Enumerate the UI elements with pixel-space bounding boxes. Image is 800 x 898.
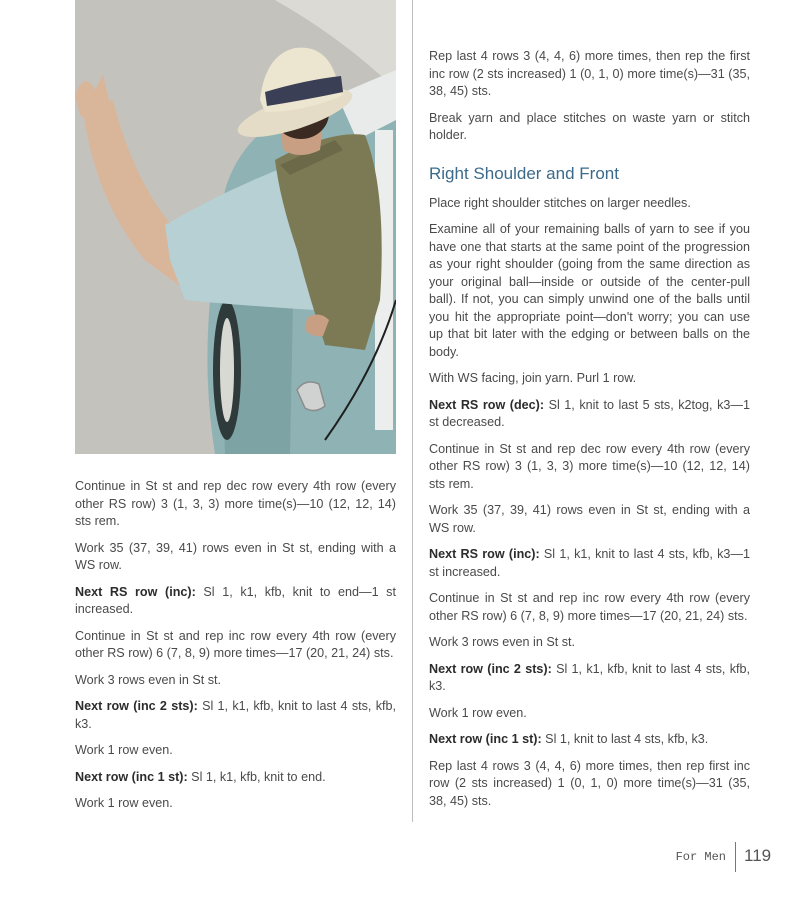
paragraph: Rep last 4 rows 3 (4, 4, 6) more times, then rep first inc row (2 sts increased) 1 (0, 1, 0) more time(s)—31 (35, 38, 45) sts.: [429, 758, 750, 808]
paragraph: Place right shoulder stitches on larger needles.: [429, 195, 691, 210]
paragraph: Next row (inc 1 st): Sl 1, k1, kfb, knit to end.: [75, 769, 326, 784]
right-column: [429, 48, 750, 819]
instruction-lead: Next row (inc 2 sts):: [75, 699, 198, 713]
paragraph: Work 35 (37, 39, 41) rows even in St st, ending with a WS row.: [75, 540, 396, 572]
paragraph: Work 1 row even.: [75, 796, 173, 810]
instruction-lead: Next RS row (inc):: [75, 584, 196, 599]
paragraph: Work 35 (37, 39, 41) rows even in St st, ending with a WS row.: [429, 503, 750, 535]
page-number: 119: [744, 846, 772, 865]
column-divider: [412, 0, 413, 822]
paragraph: Continue in St st and rep inc row every 4th row (every other RS row) 6 (7, 8, 9) more times—17 (20, 21, 24) sts.: [75, 628, 396, 660]
paragraph: Work 3 rows even in St st.: [75, 672, 222, 687]
instruction-lead: Next row (inc 1 st):: [75, 769, 188, 784]
paragraph: Continue in St st and rep dec row every 4th row (every other RS row) 3 (1, 3, 3) more time(s)—10 (12, 12, 14) sts rem.: [75, 479, 396, 528]
paragraph: Work 1 row even.: [75, 743, 173, 757]
footer-divider: [735, 842, 736, 872]
paragraph: Work 1 row even.: [429, 705, 527, 720]
paragraph: Next row (inc 2 sts): Sl 1, k1, kfb, knit to last 4 sts, kfb, k3.: [75, 699, 396, 731]
paragraph: Continue in St st and rep inc row every 4th row (every other RS row) 6 (7, 8, 9) more times—17 (20, 21, 24) sts.: [429, 591, 750, 623]
paragraph: Examine all of your remaining balls of yarn to see if you have one that starts at the same point of the progression as your right shoulder (going from the same direction as your original ball—inside or outside of the center-pull ball). If not, you can simply unwind one of the balls until you hit the appropriate point—don't worry; you can use up that bit later with the edging or between balls on the body.: [429, 222, 750, 359]
paragraph: Break yarn and place stitches on waste yarn or stitch holder.: [429, 110, 750, 142]
instruction-lead: Next row (inc 2 sts):: [429, 661, 552, 676]
instruction-lead: Next RS row (dec):: [429, 397, 545, 412]
left-column: [75, 478, 396, 822]
paragraph: Next RS row (dec): Sl 1, knit to last 5 sts, k2tog, k3—1 st decreased.: [429, 397, 750, 429]
paragraph: Work 3 rows even in St st.: [429, 635, 576, 649]
paragraph: Continue in St st and rep dec row every 4th row (every other RS row) 3 (1, 3, 3) more time(s)—10 (12, 12, 14) sts rem.: [429, 441, 750, 491]
section-heading: Right Shoulder and Front: [429, 163, 619, 183]
paragraph: Rep last 4 rows 3 (4, 4, 6) more times, then rep the first inc row (2 sts increased) 1 (0, 1, 0) more time(s)—31 (35, 38, 45) sts.: [429, 49, 750, 98]
paragraph: Next row (inc 1 st): Sl 1, knit to last 4 sts, kfb, k3.: [429, 732, 709, 746]
paragraph: Next RS row (inc): Sl 1, k1, kfb, knit to end—1 st increased.: [75, 584, 396, 616]
photo-man-waving-from-car: [75, 0, 396, 454]
paragraph: Next RS row (inc): Sl 1, k1, knit to last 4 sts, kfb, k3—1 st increased.: [429, 547, 750, 579]
instruction-lead: Next row (inc 1 st):: [429, 732, 542, 746]
footer-section-label: For Men: [675, 850, 726, 864]
paragraph: Next row (inc 2 sts): Sl 1, k1, kfb, knit to last 4 sts, kfb, k3.: [429, 661, 750, 693]
paragraph: With WS facing, join yarn. Purl 1 row.: [429, 371, 637, 385]
instruction-lead: Next RS row (inc):: [429, 547, 540, 561]
